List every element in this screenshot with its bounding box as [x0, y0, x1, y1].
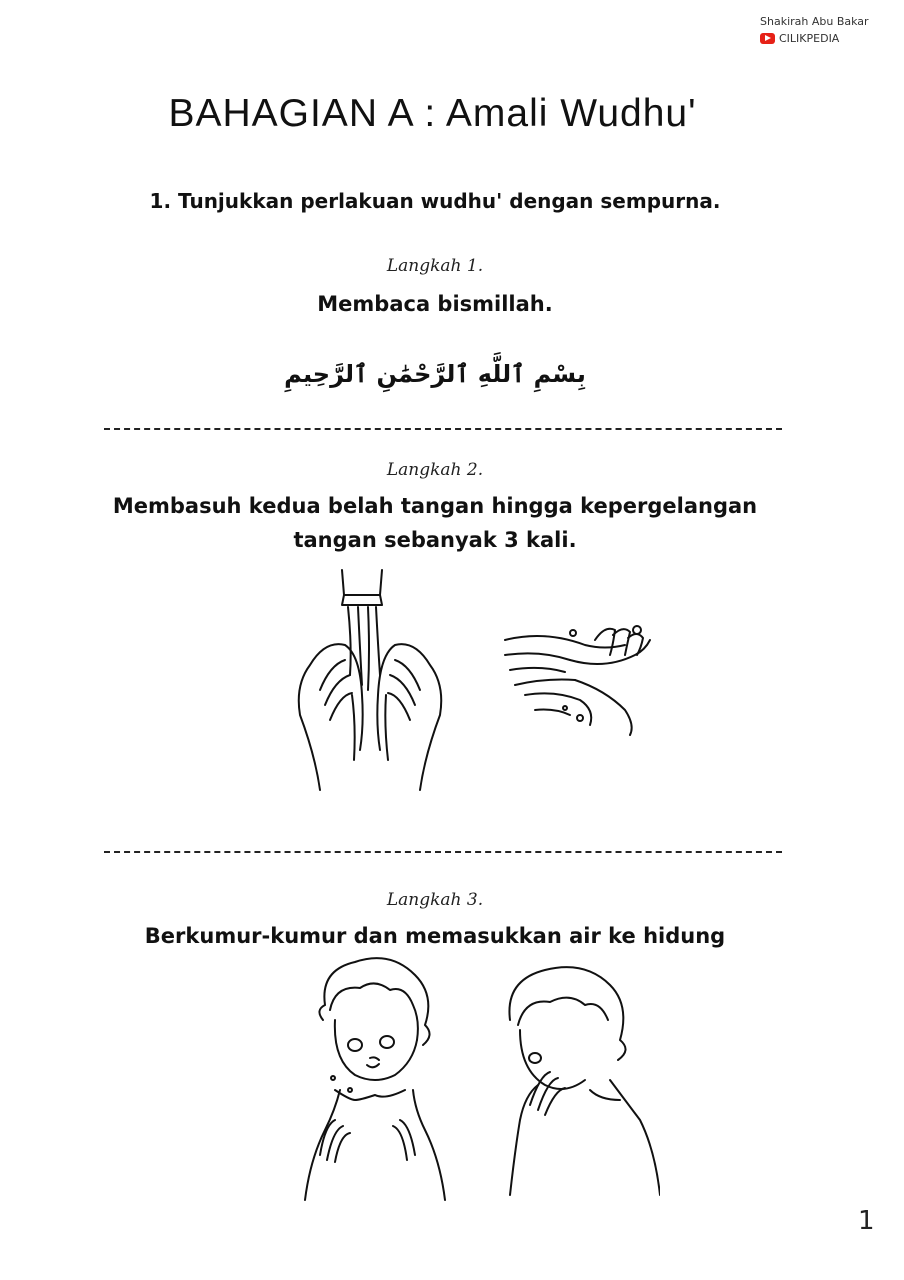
author-credit: [760, 13, 869, 47]
channel-link[interactable]: [760, 30, 869, 47]
author-name: Shakirah Abu Bakar: [760, 15, 869, 28]
step-2-text-line2: tangan sebanyak 3 kali.: [293, 528, 577, 552]
step-3-text: Berkumur-kumur dan memasukkan air ke hidung: [144, 924, 726, 948]
boy-rinsing-mouth-illustration: [295, 950, 455, 1205]
hands-under-tap-illustration: [290, 565, 450, 795]
youtube-icon: [760, 33, 775, 44]
step-1-text: Membaca bismillah.: [317, 292, 553, 316]
step-1-label: Langkah 1.: [386, 256, 484, 276]
step-3-label: Langkah 3.: [386, 890, 484, 910]
page-number: 1: [858, 1206, 875, 1236]
section-divider: [104, 428, 782, 430]
page-title: BAHAGIAN A : Amali Wudhu': [168, 92, 697, 135]
rubbing-hands-illustration: [495, 600, 665, 740]
bismillah-arabic: بِسْمِ ٱللَّهِ ٱلرَّحْمَٰنِ ٱلرَّحِيمِ: [284, 360, 586, 388]
question-text: 1. Tunjukkan perlakuan wudhu' dengan sempurna.: [149, 189, 721, 213]
step-2-text-line1: Membasuh kedua belah tangan hingga kepergelangan: [112, 494, 758, 518]
channel-name: CILIKPEDIA: [779, 32, 840, 45]
section-divider: [104, 851, 782, 853]
step-2-label: Langkah 2.: [386, 460, 484, 480]
boy-rinsing-nose-illustration: [490, 960, 660, 1200]
